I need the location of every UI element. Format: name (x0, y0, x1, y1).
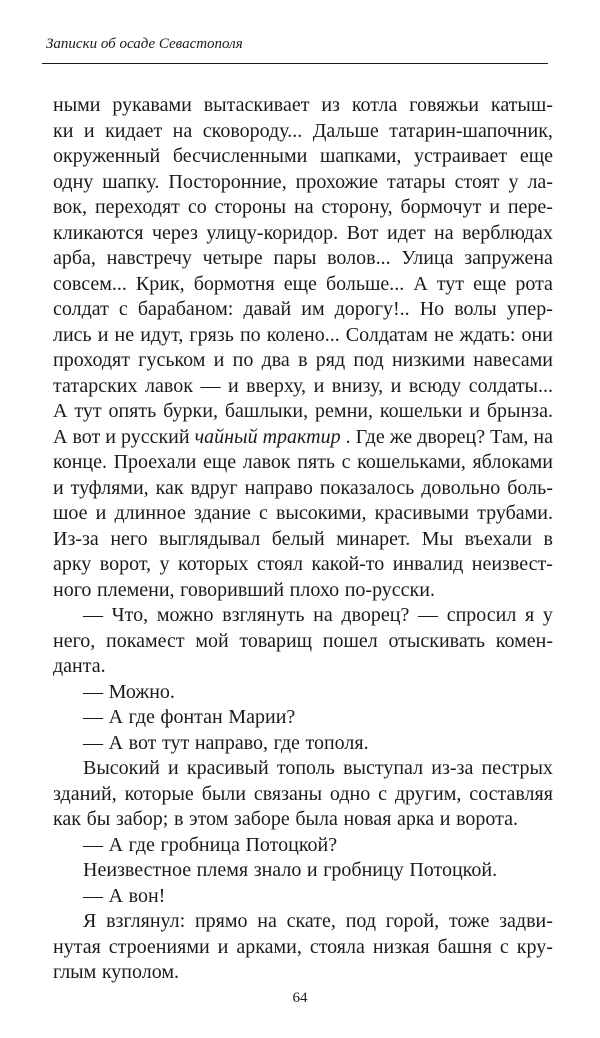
word: бы (86, 808, 111, 830)
word: еще (519, 145, 553, 167)
word: два (261, 349, 290, 371)
word: в (543, 527, 553, 550)
word: котла (351, 94, 398, 116)
word: навстречу (106, 247, 192, 269)
word: ждать: (459, 323, 516, 346)
word: довольно (421, 476, 501, 499)
word: которые (124, 782, 194, 805)
word: Я (83, 910, 97, 932)
word: по (232, 349, 254, 371)
text-line (53, 603, 553, 629)
word: пошел (322, 629, 378, 652)
word: Но (419, 298, 445, 320)
word: башлыки, (224, 400, 309, 422)
word: вытаскивает (203, 94, 310, 116)
word: белый (271, 527, 325, 550)
word: А (413, 272, 428, 295)
word: шое (53, 502, 88, 524)
word: выступал (343, 757, 424, 779)
word: внизу, (331, 374, 384, 397)
word: длинное (114, 502, 186, 524)
word: лись (53, 323, 92, 346)
word: где (128, 706, 155, 728)
word: на (172, 119, 193, 142)
word: глым (53, 961, 97, 983)
word: направо (244, 476, 313, 499)
word: у (159, 553, 170, 575)
word: со (187, 196, 207, 218)
word: говоривший (180, 578, 285, 601)
word: — (83, 833, 103, 856)
word: на (294, 196, 314, 218)
word: которых (178, 553, 249, 575)
text-line (53, 170, 553, 196)
text-line (53, 756, 553, 782)
text-line (53, 476, 553, 502)
word: и (97, 323, 109, 346)
word: как (155, 476, 184, 499)
word: взглянул: (106, 910, 186, 932)
text-line (53, 782, 553, 808)
word: барабаном: (137, 298, 234, 320)
word: данта. (53, 655, 106, 677)
text-line (53, 501, 553, 527)
text-line (53, 731, 553, 757)
word: сковороду... (202, 119, 303, 142)
text-line (53, 858, 553, 884)
word: горой, (385, 910, 440, 932)
word: Потоцкой. (409, 859, 498, 881)
word: гуськом (138, 349, 206, 371)
word: тут (74, 400, 102, 422)
word: Улица (401, 247, 454, 269)
word: минарет. (336, 527, 411, 550)
word: арба, (53, 247, 96, 269)
word: и (95, 502, 107, 524)
word: вот (128, 731, 157, 754)
word: и (53, 476, 64, 499)
word: бормочут (400, 196, 482, 218)
word: с (341, 451, 351, 473)
word: неизвест- (471, 553, 553, 575)
word: верблюдах (462, 221, 553, 244)
word: ремни, (315, 400, 373, 422)
word: как (53, 808, 82, 830)
word: А (108, 884, 124, 907)
word: ла- (527, 170, 553, 193)
word: Вот (346, 221, 379, 244)
word: Посторонние, (168, 170, 287, 193)
word: совсем... (53, 272, 127, 295)
word: и (489, 196, 500, 218)
word: дорогу!.. (334, 298, 410, 320)
word: инвалид (392, 553, 464, 575)
text-line (53, 629, 553, 655)
word: еще (202, 451, 237, 473)
word: устраивает (414, 145, 508, 167)
word: можно (156, 604, 214, 626)
word: волов... (327, 247, 391, 269)
word: высокими, (275, 502, 367, 524)
word: Что, (111, 604, 149, 626)
word: лавок (242, 451, 291, 473)
text-line (53, 195, 553, 221)
word: показалось (319, 476, 415, 499)
text-line (53, 144, 553, 170)
word: низкими (391, 349, 466, 371)
word: арка (397, 808, 435, 830)
word: под (353, 349, 384, 371)
word: и (217, 935, 229, 958)
word: шапками, (319, 145, 402, 167)
text-line (53, 833, 553, 859)
word: забор; (115, 808, 169, 830)
word: пере- (507, 196, 553, 218)
word: запружена (464, 247, 553, 269)
word: не (114, 323, 135, 346)
word: плохо (289, 578, 340, 601)
word: стояла (309, 935, 365, 958)
word: въехали (464, 527, 532, 550)
text-line (53, 272, 553, 298)
word: вот (72, 425, 101, 448)
word: четыре (202, 247, 263, 269)
word: ворот, (99, 553, 152, 575)
word: были (201, 782, 246, 805)
word: у (508, 170, 519, 193)
word: тоже (448, 910, 490, 932)
word: ного (53, 578, 92, 601)
word: одну (53, 170, 94, 193)
word: не (433, 323, 454, 346)
word: с (499, 935, 509, 958)
word: пестрых (481, 757, 553, 779)
word: по (239, 323, 261, 346)
word: Дальше (312, 119, 379, 142)
word: одно (329, 782, 371, 805)
word: товарищ (239, 629, 313, 652)
word: заборе (233, 808, 290, 830)
word: комен- (495, 629, 553, 652)
word: красивыми (374, 502, 470, 524)
word: Солдатам (345, 323, 428, 346)
word: в (173, 808, 184, 830)
word: — (83, 884, 103, 907)
text-line (53, 374, 553, 400)
word: стоял (256, 553, 303, 575)
word: Крик, (135, 272, 185, 295)
word: строениями (108, 935, 210, 958)
word: рукавами (112, 94, 192, 116)
word: направо, (194, 731, 269, 754)
word: брынза. (486, 400, 553, 422)
word: яблоками (472, 451, 553, 473)
word: кидает (105, 119, 163, 142)
word: где (273, 731, 300, 754)
word: бормотня (193, 272, 275, 295)
text-line (53, 705, 553, 731)
word: на (257, 910, 277, 932)
word: тополя. (305, 731, 369, 754)
word: — (83, 731, 103, 754)
word: грязь (189, 323, 234, 346)
word: туфлями, (70, 476, 149, 499)
word: конце. (53, 451, 107, 473)
word: племени, (97, 578, 175, 601)
word: . (345, 425, 351, 448)
word: мой (195, 629, 229, 652)
word: спросил (446, 604, 517, 626)
word: солдаты... (468, 374, 553, 397)
word: давай (243, 298, 292, 320)
word: Проехали (113, 451, 197, 473)
text-line (53, 552, 553, 578)
word: кошельки (379, 400, 463, 422)
page-number: 64 (292, 990, 308, 1006)
word: всюду (408, 374, 462, 397)
word: вдруг (190, 476, 238, 499)
word: связаны (253, 782, 323, 805)
word: с (118, 298, 128, 320)
word: татары (386, 170, 446, 193)
text-line (53, 450, 553, 476)
word: кру- (516, 935, 553, 958)
word: составляя (469, 782, 553, 805)
word: тут (436, 272, 465, 295)
word: какой-то (311, 553, 385, 575)
word: окруженный (53, 145, 161, 167)
word: где (128, 833, 155, 856)
word: Из-за (53, 527, 99, 550)
word: вок, (53, 196, 88, 218)
word: прохожие (295, 170, 378, 193)
text-line (53, 884, 553, 910)
word: в (298, 349, 308, 371)
header-rule (42, 63, 548, 64)
word: А (108, 833, 124, 856)
word: упер- (506, 298, 553, 320)
word: еще (283, 272, 317, 295)
word: волы (454, 298, 497, 320)
word: него (110, 527, 148, 550)
word: идут, (140, 323, 184, 346)
word: — (83, 680, 103, 703)
running-header: Записки об осаде Севастополя (46, 36, 243, 52)
word: улицу-коридор. (206, 221, 339, 244)
word: нутая (53, 935, 101, 958)
word: дворец? (341, 604, 410, 626)
body-text (53, 93, 553, 986)
word: тут (162, 731, 190, 754)
text-line (53, 348, 553, 374)
word: и (213, 349, 225, 371)
word: же (389, 425, 413, 448)
word: и (83, 119, 95, 142)
word: шапку. (102, 170, 160, 193)
word: Мы (421, 527, 454, 550)
word: вон! (128, 884, 166, 907)
text-line (53, 578, 553, 604)
text-line (53, 93, 553, 119)
word: гробница (160, 833, 240, 856)
word: племя (196, 859, 249, 881)
word: — (418, 604, 439, 626)
word: Марии? (228, 706, 296, 728)
word: дворец? (417, 425, 486, 448)
word: арками, (236, 935, 302, 958)
text-line (53, 807, 553, 833)
word: пять (297, 451, 336, 473)
word: с (258, 502, 268, 524)
word: взглянуть (222, 604, 305, 626)
word: скате, (286, 910, 336, 932)
word: ки (53, 119, 74, 142)
italic-word: чайный (194, 425, 258, 448)
word: и (227, 374, 239, 397)
word: солдат (53, 298, 109, 320)
word: боль- (507, 476, 553, 499)
word: я (525, 604, 535, 626)
italic-word: трактир (262, 425, 341, 448)
word: стоят (454, 170, 500, 193)
word: бесчисленными (172, 145, 308, 167)
word: еще (473, 272, 507, 295)
word: рота (515, 272, 553, 295)
word: покамест (106, 629, 185, 652)
word: проходят (53, 349, 130, 371)
word: Неизвестное (83, 859, 192, 881)
word: Высокий (83, 757, 160, 779)
word: А (108, 706, 124, 728)
word: больше... (325, 272, 405, 295)
word: ными (53, 94, 101, 116)
word: вверху, (246, 374, 307, 397)
word: на (313, 604, 333, 626)
word: говяжьи (409, 94, 480, 116)
word: через (151, 221, 198, 244)
word: гробницу (323, 859, 404, 881)
word: фонтан (160, 706, 223, 728)
word: ряд (315, 349, 346, 371)
word: знало (253, 859, 302, 881)
word: этом (188, 808, 229, 830)
word: — (83, 604, 103, 626)
word: пары (273, 247, 317, 269)
word: с (378, 782, 387, 805)
word: А (53, 425, 68, 448)
word: башня (437, 935, 492, 958)
word: куполом. (101, 961, 179, 983)
text-line (53, 297, 553, 323)
word: из-за (431, 757, 474, 779)
word: кошельками, (357, 451, 466, 473)
word: сторону, (321, 196, 393, 218)
word: А (53, 400, 68, 422)
word: здание (193, 502, 251, 524)
word: они (521, 323, 553, 346)
word: — (83, 706, 103, 728)
word: кликаются (53, 221, 144, 244)
text-line (53, 527, 553, 553)
word: тополь (276, 757, 335, 779)
word: идет (386, 221, 426, 244)
text-line (53, 323, 553, 349)
word: и (306, 859, 318, 881)
word: ворота. (456, 808, 518, 830)
word: навесами (473, 349, 553, 371)
text-line (53, 654, 553, 680)
word: под (345, 910, 376, 932)
text-line (53, 246, 553, 272)
word: стороны (214, 196, 287, 218)
word: по-русски. (344, 578, 435, 601)
word: трубами. (477, 502, 553, 524)
word: красивый (186, 757, 269, 779)
word: на (433, 221, 454, 244)
word: им (301, 298, 325, 320)
word: бурки, (163, 400, 218, 422)
word: и (439, 808, 451, 830)
word: Где (355, 425, 385, 448)
word: прямо (194, 910, 248, 932)
word: низкая (372, 935, 430, 958)
word: колено... (266, 323, 340, 346)
word: и (167, 757, 179, 779)
word: была (295, 808, 338, 830)
text-line (53, 909, 553, 935)
word: и (390, 374, 402, 397)
word: катыш- (490, 94, 553, 116)
word: отыскивать (388, 629, 486, 652)
word: и (469, 400, 480, 422)
word: Там, (490, 425, 529, 448)
word: другим, (394, 782, 462, 805)
text-line (53, 960, 553, 986)
word: задви- (499, 910, 553, 932)
text-line (53, 425, 553, 451)
word: на (533, 425, 553, 448)
word: выглядывал (159, 527, 261, 550)
word: из (321, 94, 340, 116)
text-line (53, 399, 553, 425)
word: Можно. (108, 680, 175, 703)
word: него, (53, 629, 96, 652)
word: арку (53, 553, 92, 575)
word: Потоцкой? (245, 833, 338, 856)
text-line (53, 680, 553, 706)
word: татарских (53, 374, 138, 397)
word: опять (108, 400, 157, 422)
text-line (53, 935, 553, 961)
word: у (542, 604, 553, 626)
word: и (313, 374, 325, 397)
text-line (53, 221, 553, 247)
word: и (105, 425, 116, 448)
word: русский (120, 425, 190, 448)
word: зданий, (53, 782, 117, 805)
word: татарин-шапочник, (389, 119, 553, 142)
text-line (53, 119, 553, 145)
word: лавок (145, 374, 193, 397)
word: — (200, 374, 221, 397)
word: новая (343, 808, 392, 830)
word: А (108, 731, 124, 754)
word: переходят (94, 196, 180, 218)
